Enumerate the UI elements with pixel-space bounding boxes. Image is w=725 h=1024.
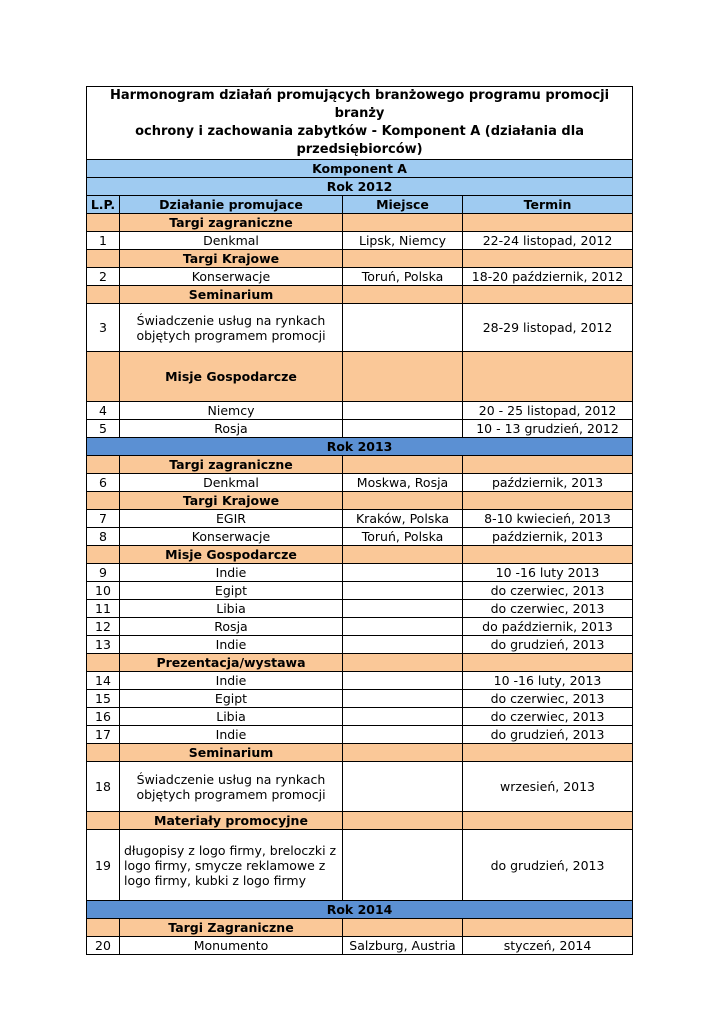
title-line-2: ochrony i zachowania zabytków - Komponent A (działania dla przedsiębiorców) [135, 124, 584, 157]
category-place-cell [343, 812, 463, 830]
place-cell: Salzburg, Austria [343, 937, 463, 955]
category-name: Misje Gospodarcze [120, 546, 343, 564]
action-cell: Denkmal [120, 474, 343, 492]
action-cell: Konserwacje [120, 528, 343, 546]
table-row [87, 528, 633, 546]
category-lp-cell [87, 456, 120, 474]
category-name: Prezentacja/wystawa [120, 654, 343, 672]
table-row [87, 708, 633, 726]
place-cell: Moskwa, Rosja [343, 474, 463, 492]
lp-cell: 13 [87, 636, 120, 654]
date-cell: do grudzień, 2013 [463, 726, 633, 744]
category-date-cell [463, 456, 633, 474]
lp-cell: 1 [87, 232, 120, 250]
lp-cell: 3 [87, 304, 120, 352]
table-row [87, 636, 633, 654]
category-place-cell [343, 214, 463, 232]
category-row [87, 492, 633, 510]
date-cell: do grudzień, 2013 [463, 830, 633, 901]
category-date-cell [463, 812, 633, 830]
table-row [87, 690, 633, 708]
category-row [87, 812, 633, 830]
lp-cell: 20 [87, 937, 120, 955]
table-row [87, 726, 633, 744]
action-cell: Denkmal [120, 232, 343, 250]
category-row [87, 456, 633, 474]
year-label: Rok 2014 [87, 901, 633, 919]
category-place-cell [343, 286, 463, 304]
category-name: Targi Krajowe [120, 492, 343, 510]
category-lp-cell [87, 286, 120, 304]
year-row [87, 438, 633, 456]
category-name: Targi zagraniczne [120, 456, 343, 474]
date-cell: do październik, 2013 [463, 618, 633, 636]
action-cell: Świadczenie usług na rynkach objętych programem promocji [120, 762, 343, 812]
table-row [87, 268, 633, 286]
document-page [86, 86, 632, 955]
date-cell: styczeń, 2014 [463, 937, 633, 955]
action-cell: Indie [120, 636, 343, 654]
category-date-cell [463, 492, 633, 510]
category-lp-cell [87, 352, 120, 402]
lp-cell: 11 [87, 600, 120, 618]
category-date-cell [463, 919, 633, 937]
action-cell: Monumento [120, 937, 343, 955]
place-cell [343, 420, 463, 438]
lp-cell: 19 [87, 830, 120, 901]
category-place-cell [343, 250, 463, 268]
date-cell: do grudzień, 2013 [463, 636, 633, 654]
place-cell: Toruń, Polska [343, 268, 463, 286]
lp-cell: 16 [87, 708, 120, 726]
lp-cell: 10 [87, 582, 120, 600]
year-label: Rok 2012 [87, 178, 633, 196]
date-cell: 8-10 kwiecień, 2013 [463, 510, 633, 528]
action-cell: Świadczenie usług na rynkach objętych programem promocji [120, 304, 343, 352]
schedule-table [86, 86, 633, 955]
place-cell [343, 600, 463, 618]
table-row [87, 600, 633, 618]
table-row [87, 937, 633, 955]
table-row [87, 618, 633, 636]
header-lp: L.P. [87, 196, 120, 214]
table-row [87, 582, 633, 600]
lp-cell: 5 [87, 420, 120, 438]
table-row [87, 510, 633, 528]
category-row [87, 919, 633, 937]
table-row [87, 474, 633, 492]
lp-cell: 6 [87, 474, 120, 492]
action-cell: Indie [120, 672, 343, 690]
action-cell: Libia [120, 708, 343, 726]
category-name: Targi zagraniczne [120, 214, 343, 232]
category-row [87, 214, 633, 232]
place-cell [343, 690, 463, 708]
place-cell [343, 830, 463, 901]
component-label: Komponent A [87, 160, 633, 178]
date-cell: październik, 2013 [463, 528, 633, 546]
table-row [87, 232, 633, 250]
year-row [87, 901, 633, 919]
category-name: Materiały promocyjne [120, 812, 343, 830]
category-name: Seminarium [120, 286, 343, 304]
title-row [87, 87, 633, 160]
category-lp-cell [87, 546, 120, 564]
date-cell: październik, 2013 [463, 474, 633, 492]
lp-cell: 8 [87, 528, 120, 546]
action-cell: Rosja [120, 618, 343, 636]
date-cell: 10 - 13 grudzień, 2012 [463, 420, 633, 438]
category-name: Misje Gospodarcze [120, 352, 343, 402]
action-cell: Indie [120, 726, 343, 744]
category-place-cell [343, 744, 463, 762]
table-row [87, 420, 633, 438]
place-cell [343, 564, 463, 582]
category-lp-cell [87, 812, 120, 830]
action-cell: Niemcy [120, 402, 343, 420]
date-cell: do czerwiec, 2013 [463, 582, 633, 600]
category-date-cell [463, 214, 633, 232]
category-row [87, 546, 633, 564]
date-cell: 18-20 październik, 2012 [463, 268, 633, 286]
lp-cell: 4 [87, 402, 120, 420]
category-date-cell [463, 286, 633, 304]
category-date-cell [463, 654, 633, 672]
place-cell: Lipsk, Niemcy [343, 232, 463, 250]
place-cell [343, 582, 463, 600]
place-cell: Toruń, Polska [343, 528, 463, 546]
lp-cell: 12 [87, 618, 120, 636]
category-place-cell [343, 352, 463, 402]
date-cell: wrzesień, 2013 [463, 762, 633, 812]
action-cell: Egipt [120, 690, 343, 708]
year-label: Rok 2013 [87, 438, 633, 456]
place-cell [343, 726, 463, 744]
place-cell [343, 762, 463, 812]
table-row [87, 762, 633, 812]
category-lp-cell [87, 919, 120, 937]
date-cell: 10 -16 luty, 2013 [463, 672, 633, 690]
action-cell: Libia [120, 600, 343, 618]
category-place-cell [343, 546, 463, 564]
action-cell: Rosja [120, 420, 343, 438]
category-lp-cell [87, 654, 120, 672]
category-lp-cell [87, 250, 120, 268]
date-cell: do czerwiec, 2013 [463, 690, 633, 708]
document-title [87, 87, 633, 160]
category-date-cell [463, 744, 633, 762]
category-row [87, 654, 633, 672]
category-name: Targi Krajowe [120, 250, 343, 268]
lp-cell: 14 [87, 672, 120, 690]
category-row [87, 286, 633, 304]
header-action: Działanie promujace [120, 196, 343, 214]
component-row [87, 160, 633, 178]
category-row [87, 744, 633, 762]
table-row [87, 402, 633, 420]
category-lp-cell [87, 214, 120, 232]
category-place-cell [343, 654, 463, 672]
lp-cell: 18 [87, 762, 120, 812]
header-row [87, 196, 633, 214]
category-name: Seminarium [120, 744, 343, 762]
action-cell: EGIR [120, 510, 343, 528]
table-row [87, 830, 633, 901]
category-row [87, 250, 633, 268]
year-row [87, 178, 633, 196]
lp-cell: 2 [87, 268, 120, 286]
category-lp-cell [87, 744, 120, 762]
category-place-cell [343, 919, 463, 937]
header-date: Termin [463, 196, 633, 214]
category-date-cell [463, 250, 633, 268]
category-row [87, 352, 633, 402]
category-place-cell [343, 492, 463, 510]
table-row [87, 304, 633, 352]
action-cell: Indie [120, 564, 343, 582]
title-line-1: Harmonogram działań promujących branżowego programu promocji branży [109, 88, 610, 121]
date-cell: do czerwiec, 2013 [463, 708, 633, 726]
date-cell: 20 - 25 listopad, 2012 [463, 402, 633, 420]
category-lp-cell [87, 492, 120, 510]
action-cell: długopisy z logo firmy, breloczki z logo firmy, smycze reklamowe z logo firmy, kubki z logo firmy [120, 830, 343, 901]
category-date-cell [463, 352, 633, 402]
category-name: Targi Zagraniczne [120, 919, 343, 937]
action-cell: Konserwacje [120, 268, 343, 286]
date-cell: 22-24 listopad, 2012 [463, 232, 633, 250]
date-cell: do czerwiec, 2013 [463, 600, 633, 618]
category-date-cell [463, 546, 633, 564]
lp-cell: 9 [87, 564, 120, 582]
lp-cell: 7 [87, 510, 120, 528]
place-cell [343, 618, 463, 636]
place-cell: Kraków, Polska [343, 510, 463, 528]
date-cell: 10 -16 luty 2013 [463, 564, 633, 582]
place-cell [343, 708, 463, 726]
lp-cell: 15 [87, 690, 120, 708]
lp-cell: 17 [87, 726, 120, 744]
table-row [87, 672, 633, 690]
header-place: Miejsce [343, 196, 463, 214]
place-cell [343, 304, 463, 352]
category-place-cell [343, 456, 463, 474]
action-cell: Egipt [120, 582, 343, 600]
date-cell: 28-29 listopad, 2012 [463, 304, 633, 352]
place-cell [343, 402, 463, 420]
table-row [87, 564, 633, 582]
place-cell [343, 672, 463, 690]
place-cell [343, 636, 463, 654]
